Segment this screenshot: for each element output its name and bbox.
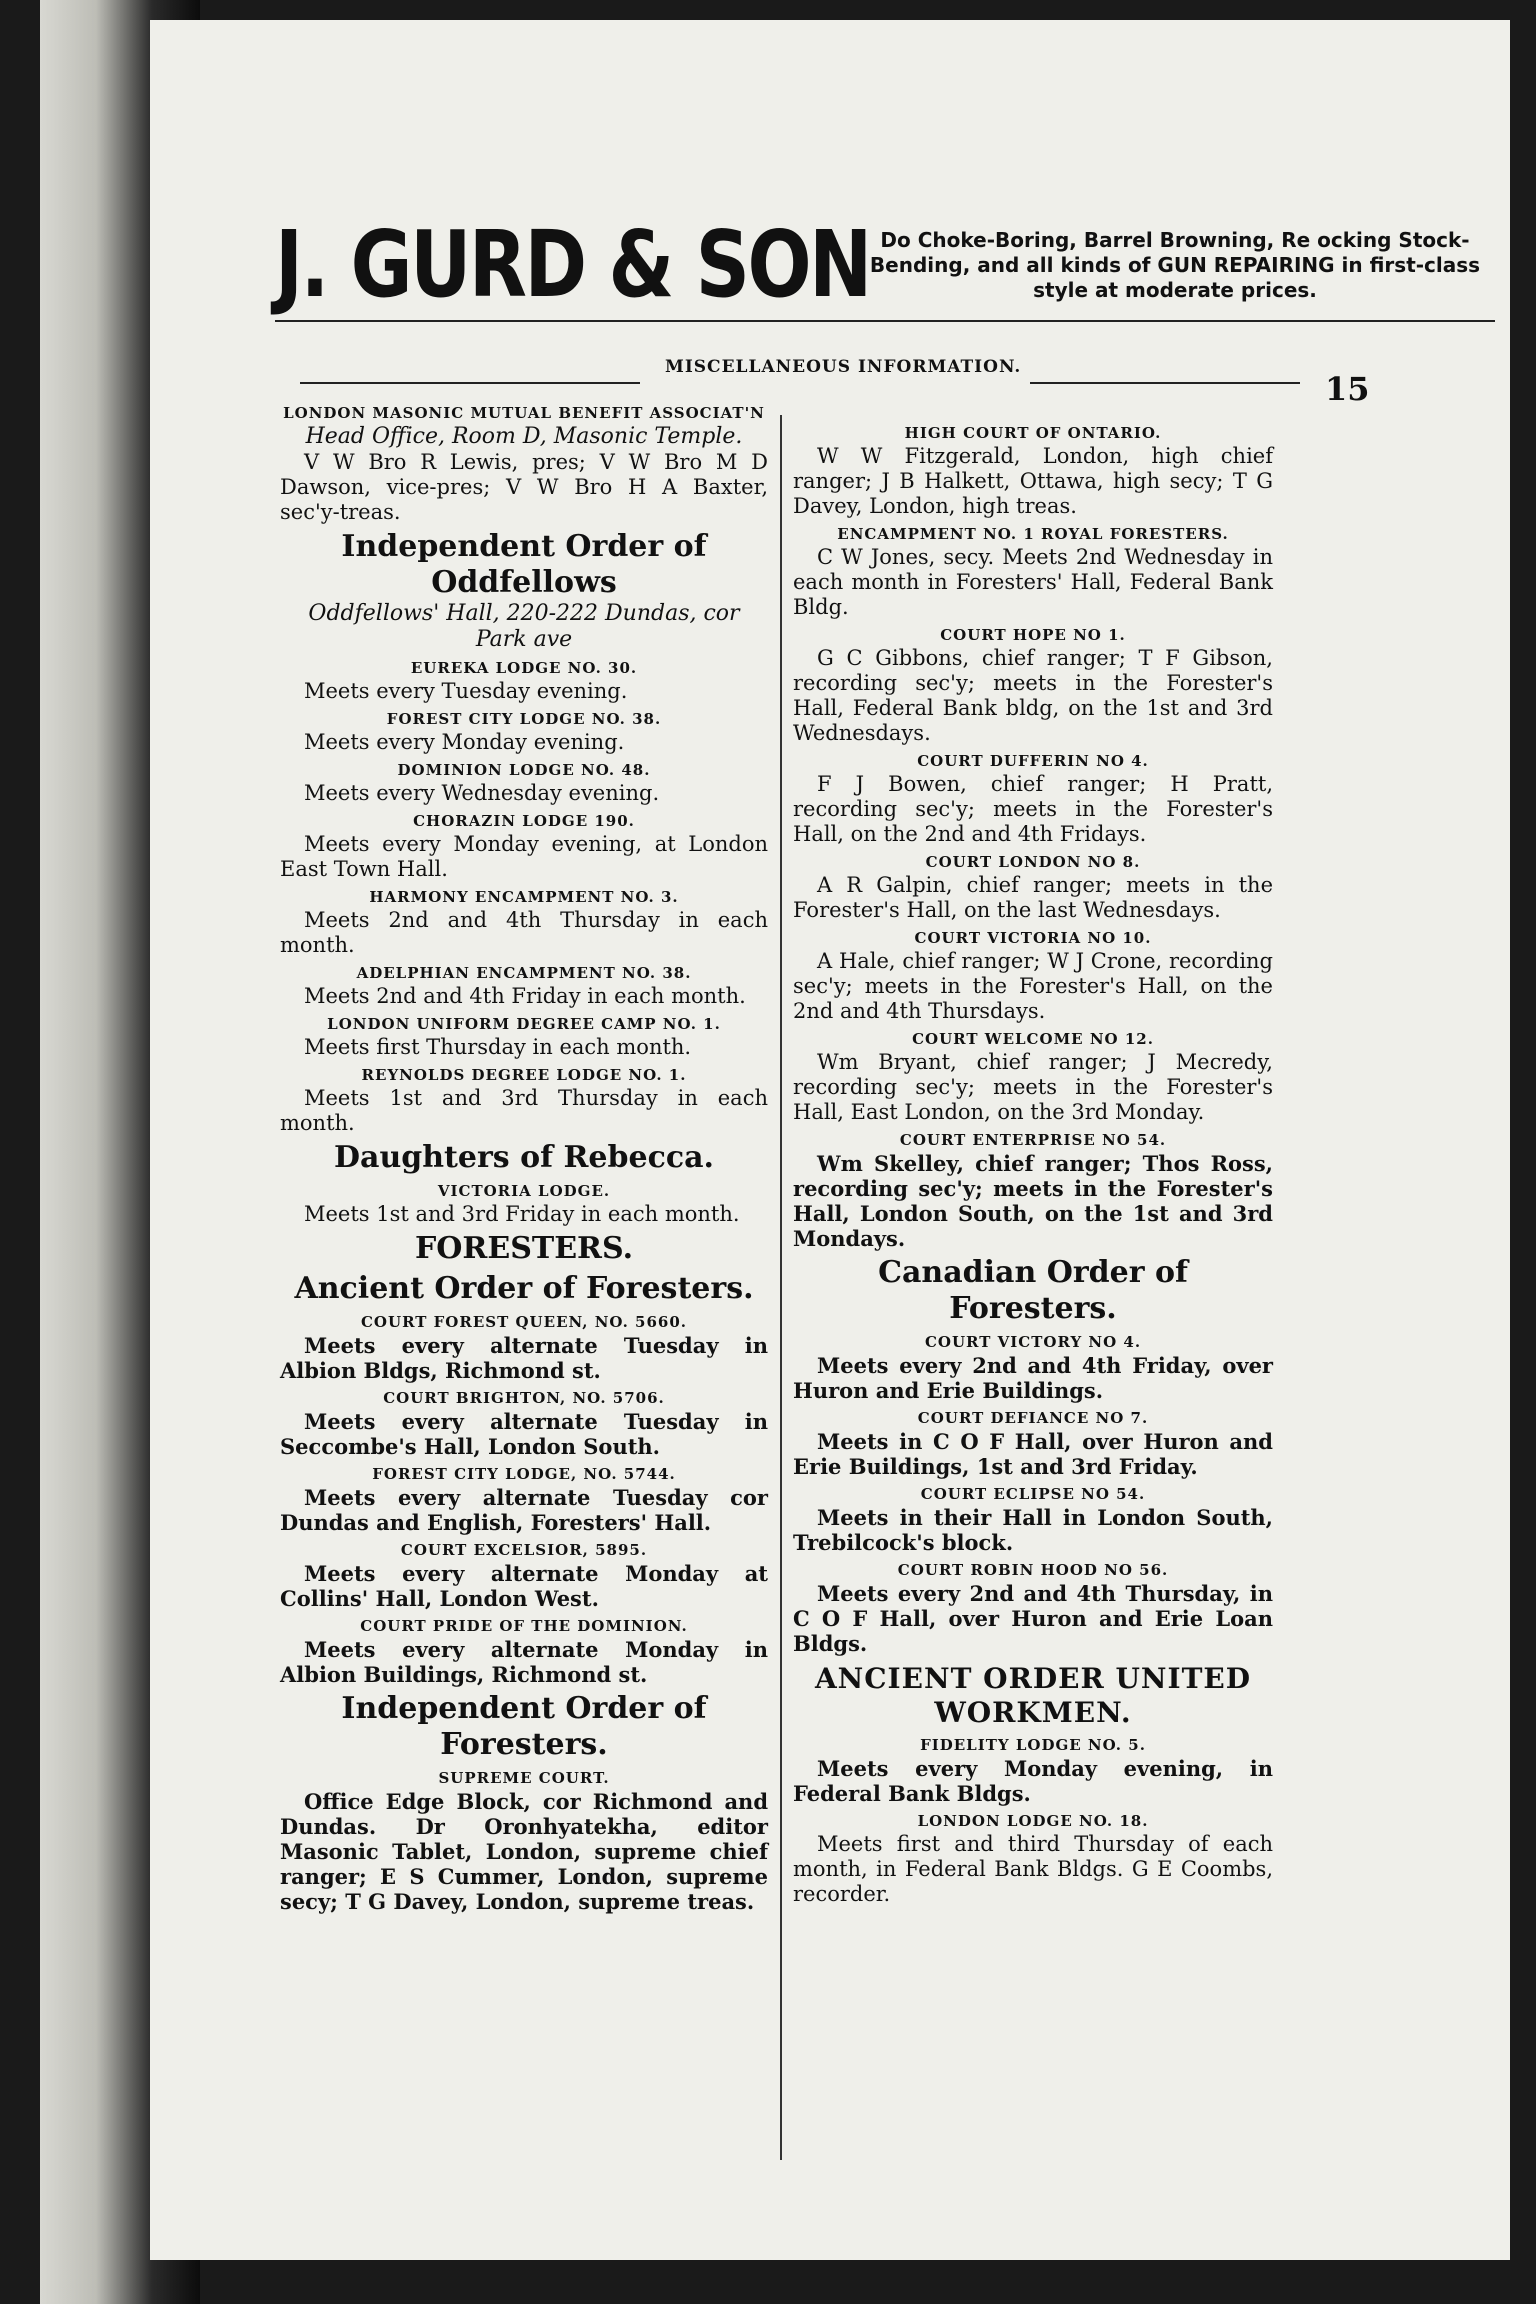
ad-brand-name: J. GURD & SON xyxy=(275,211,870,318)
running-head: MISCELLANEOUS INFORMATION. xyxy=(665,357,1022,377)
entry-text-meets-every-tuesday-evening: Meets every Tuesday evening. xyxy=(304,679,628,703)
entry-heading-london-lodge-no-18: LONDON LODGE NO. 18. xyxy=(917,1812,1149,1830)
section-title-independent-order-of-foresters: Independent Order of Foresters. xyxy=(341,1691,707,1762)
entry-heading-victoria-lodge: VICTORIA LODGE. xyxy=(437,1182,611,1200)
entry-text-meets-in-c-o-f-hall-over-huron-and-erie-: Meets in C O F Hall, over Huron and Erie Buildings, 1st and 3rd Friday. xyxy=(793,1429,1273,1479)
entry-heading-court-brighton-no-5706: COURT BRIGHTON, NO. 5706. xyxy=(383,1389,665,1407)
entry-heading-fidelity-lodge-no-5: FIDELITY LODGE NO. 5. xyxy=(920,1736,1146,1754)
entry-heading-court-dufferin-no-4: COURT DUFFERIN NO 4. xyxy=(917,752,1149,770)
entry-text-meets-first-thursday-in-each-month: Meets first Thursday in each month. xyxy=(304,1035,692,1059)
entry-heading-court-excelsior-5895: COURT EXCELSIOR, 5895. xyxy=(400,1541,648,1559)
entry-text-a-r-galpin-chief-ranger-meets-in-the-for: A R Galpin, chief ranger; meets in the Forester's Hall, on the last Wednesdays. xyxy=(793,873,1273,922)
entry-text-meets-first-and-third-thursday-of-each-m: Meets first and third Thursday of each month, in Federal Bank Bldgs. G E Coombs, recorder. xyxy=(793,1832,1273,1906)
section-title-canadian-order-of-foresters: Canadian Order of Foresters. xyxy=(878,1255,1188,1326)
entry-text-g-c-gibbons-chief-ranger-t-f-gibson-reco: G C Gibbons, chief ranger; T F Gibson, recording sec'y; meets in the Forester's Hall, Federal Bank bldg, on the 1st and 3rd Wednesdays. xyxy=(793,646,1273,745)
entry-heading-harmony-encampment-no-3: HARMONY ENCAMPMENT NO. 3. xyxy=(369,888,679,906)
entry-text-meets-every-alternate-monday-in-albion-b: Meets every alternate Monday in Albion Buildings, Richmond st. xyxy=(280,1637,768,1687)
entry-text-meets-1st-and-3rd-friday-in-each-month: Meets 1st and 3rd Friday in each month. xyxy=(304,1202,740,1226)
entry-heading-court-forest-queen-no-5660: COURT FOREST QUEEN, NO. 5660. xyxy=(360,1313,688,1331)
section-title-ancient-order-of-foresters: Ancient Order of Foresters. xyxy=(294,1271,754,1306)
entry-heading-court-victoria-no-10: COURT VICTORIA NO 10. xyxy=(914,929,1152,947)
entry-heading-court-victory-no-4: COURT VICTORY NO 4. xyxy=(924,1333,1142,1351)
entry-heading-eureka-lodge-no-30: EUREKA LODGE NO. 30. xyxy=(410,659,638,677)
entry-heading-london-uniform-degree-camp-no-1: LONDON UNIFORM DEGREE CAMP NO. 1. xyxy=(327,1015,721,1033)
head-rule-left xyxy=(300,382,640,384)
address-line-head-office-room-d-masonic-temple: Head Office, Room D, Masonic Temple. xyxy=(305,424,743,449)
entry-heading-encampment-no-1-royal-foresters: ENCAMPMENT NO. 1 ROYAL FORESTERS. xyxy=(837,525,1229,543)
entry-text-a-hale-chief-ranger-w-j-crone-recording-: A Hale, chief ranger; W J Crone, recording sec'y; meets in the Forester's Hall, on the 2nd and 4th Thursdays. xyxy=(793,949,1273,1023)
entry-heading-court-pride-of-the-dominion: COURT PRIDE OF THE DOMINION. xyxy=(360,1617,688,1635)
entry-text-office-edge-block-cor-richmond-and-dunda: Office Edge Block, cor Richmond and Dundas. Dr Oronhyatekha, editor Masonic Tablet, London, supreme chief ranger; E S Cummer, London, supreme secy; T G Davey, London, supreme treas. xyxy=(280,1789,768,1914)
entry-text-meets-every-2nd-and-4th-thursday-in-c-o-: Meets every 2nd and 4th Thursday, in C O F Hall, over Huron and Erie Loan Bldgs. xyxy=(793,1581,1273,1656)
right-column xyxy=(793,418,1273,1907)
entry-text-meets-in-their-hall-in-london-south-treb: Meets in their Hall in London South, Trebilcock's block. xyxy=(793,1505,1273,1555)
entry-heading-court-welcome-no-12: COURT WELCOME NO 12. xyxy=(912,1030,1154,1048)
entry-heading-forest-city-lodge-no-38: FOREST CITY LODGE NO. 38. xyxy=(386,710,662,728)
entry-text-f-j-bowen-chief-ranger-h-pratt-recording: F J Bowen, chief ranger; H Pratt, recording sec'y; meets in the Forester's Hall, on the 2nd and 4th Fridays. xyxy=(793,772,1273,846)
entry-text-meets-1st-and-3rd-thursday-in-each-month: Meets 1st and 3rd Thursday in each month. xyxy=(280,1086,768,1135)
entry-heading-supreme-court: SUPREME COURT. xyxy=(438,1769,610,1787)
entry-heading-court-hope-no-1: COURT HOPE NO 1. xyxy=(940,626,1126,644)
entry-text-meets-2nd-and-4th-thursday-in-each-month: Meets 2nd and 4th Thursday in each month. xyxy=(280,908,768,957)
section-title-independent-order-of-oddfellows: Independent Order of Oddfellows xyxy=(341,529,707,600)
entry-text-meets-every-monday-evening-at-london-eas: Meets every Monday evening, at London East Town Hall. xyxy=(280,832,768,881)
entry-heading-london-masonic-mutual-benefit-associat-n: LONDON MASONIC MUTUAL BENEFIT ASSOCIAT'N xyxy=(283,404,765,422)
entry-text-v-w-bro-r-lewis-pres-v-w-bro-m-d-dawson-: V W Bro R Lewis, pres; V W Bro M D Dawson, vice-pres; V W Bro H A Baxter, sec'y-treas. xyxy=(280,450,768,524)
ad-description: Do Choke-Boring, Barrel Browning, Re ocking Stock-Bending, and all kinds of GUN REPAIRING in first-class style at moderate prices. xyxy=(869,228,1481,302)
section-title-ancient-order-united-workmen: ANCIENT ORDER UNITED WORKMEN. xyxy=(814,1662,1252,1729)
entry-heading-court-eclipse-no-54: COURT ECLIPSE NO 54. xyxy=(920,1485,1146,1503)
ad-bottom-rule xyxy=(275,320,1495,322)
entry-text-c-w-jones-secy-meets-2nd-wednesday-in-ea: C W Jones, secy. Meets 2nd Wednesday in each month in Foresters' Hall, Federal Bank Bldg. xyxy=(793,545,1273,619)
address-line-oddfellows-hall-220-222-dundas-cor-park-: Oddfellows' Hall, 220-222 Dundas, cor Park ave xyxy=(308,601,740,652)
section-title-foresters: FORESTERS. xyxy=(414,1231,634,1266)
entry-heading-court-defiance-no-7: COURT DEFIANCE NO 7. xyxy=(917,1409,1149,1427)
entry-text-meets-every-alternate-tuesday-in-seccomb: Meets every alternate Tuesday in Seccombe's Hall, London South. xyxy=(280,1409,768,1459)
entry-heading-forest-city-lodge-no-5744: FOREST CITY LODGE, NO. 5744. xyxy=(372,1465,676,1483)
entry-heading-court-robin-hood-no-56: COURT ROBIN HOOD NO 56. xyxy=(897,1561,1169,1579)
entry-text-meets-every-alternate-tuesday-in-albion-: Meets every alternate Tuesday in Albion Bldgs, Richmond st. xyxy=(280,1333,768,1383)
entry-heading-high-court-of-ontario: HIGH COURT OF ONTARIO. xyxy=(904,424,1162,442)
column-divider xyxy=(780,415,782,2160)
entry-heading-court-enterprise-no-54: COURT ENTERPRISE NO 54. xyxy=(899,1131,1167,1149)
entry-text-wm-skelley-chief-ranger-thos-ross-record: Wm Skelley, chief ranger; Thos Ross, recording sec'y; meets in the Forester's Hall, London South, on the 1st and 3rd Mondays. xyxy=(793,1151,1273,1251)
entry-heading-reynolds-degree-lodge-no-1: REYNOLDS DEGREE LODGE NO. 1. xyxy=(361,1066,687,1084)
section-title-daughters-of-rebecca: Daughters of Rebecca. xyxy=(334,1140,714,1175)
entry-text-meets-every-monday-evening-in-federal-ba: Meets every Monday evening, in Federal Bank Bldgs. xyxy=(793,1756,1273,1806)
entry-heading-chorazin-lodge-190: CHORAZIN LODGE 190. xyxy=(413,812,635,830)
entry-text-meets-every-wednesday-evening: Meets every Wednesday evening. xyxy=(304,781,660,805)
entry-text-meets-every-2nd-and-4th-friday-over-huro: Meets every 2nd and 4th Friday, over Huron and Erie Buildings. xyxy=(793,1353,1273,1403)
entry-text-w-w-fitzgerald-london-high-chief-ranger-: W W Fitzgerald, London, high chief ranger; J B Halkett, Ottawa, high secy; T G Davey, London, high treas. xyxy=(793,444,1273,518)
page-number: 15 xyxy=(1325,370,1370,408)
entry-heading-dominion-lodge-no-48: DOMINION LODGE NO. 48. xyxy=(397,761,651,779)
head-rule-right xyxy=(1030,382,1300,384)
entry-text-meets-every-alternate-tuesday-cor-dundas: Meets every alternate Tuesday cor Dundas and English, Foresters' Hall. xyxy=(280,1485,768,1535)
entry-heading-court-london-no-8: COURT LONDON NO 8. xyxy=(925,853,1141,871)
entry-text-meets-2nd-and-4th-friday-in-each-month: Meets 2nd and 4th Friday in each month. xyxy=(304,984,746,1008)
left-column xyxy=(280,398,768,1914)
entry-text-wm-bryant-chief-ranger-j-mecredy-recordi: Wm Bryant, chief ranger; J Mecredy, recording sec'y; meets in the Forester's Hall, East London, on the 3rd Monday. xyxy=(793,1050,1273,1124)
entry-heading-adelphian-encampment-no-38: ADELPHIAN ENCAMPMENT NO. 38. xyxy=(356,964,692,982)
entry-text-meets-every-alternate-monday-at-collins-: Meets every alternate Monday at Collins' Hall, London West. xyxy=(280,1561,768,1611)
entry-text-meets-every-monday-evening: Meets every Monday evening. xyxy=(304,730,625,754)
directory-page xyxy=(150,20,1510,2260)
